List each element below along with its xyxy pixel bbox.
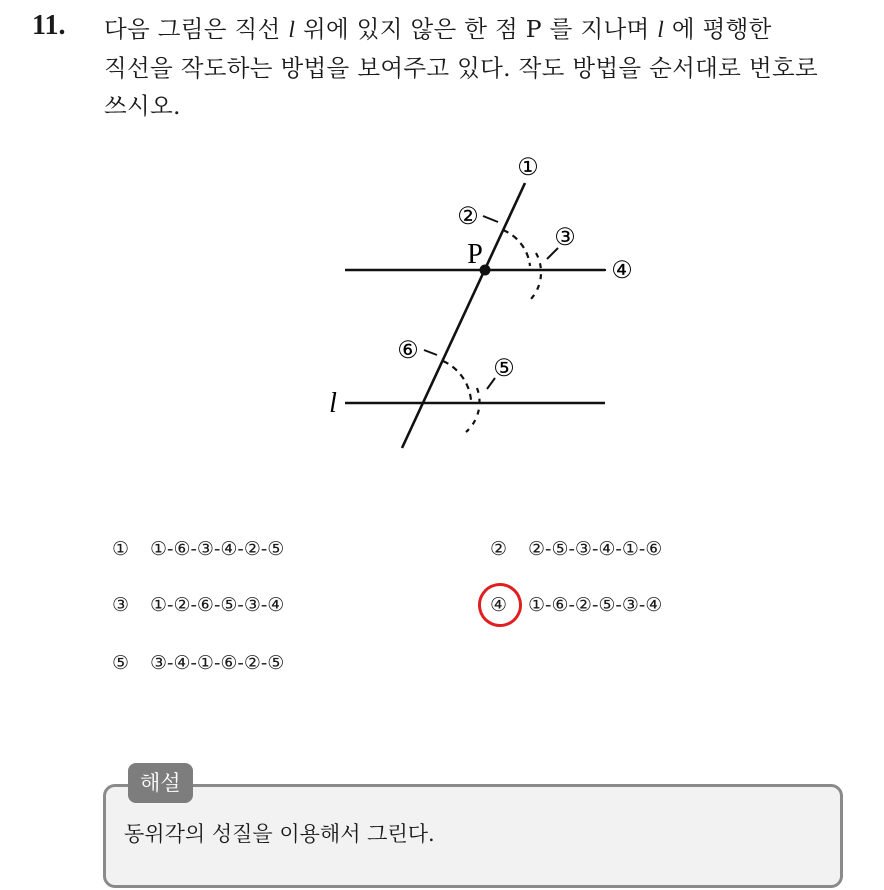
cross-arc-upper [530,253,541,300]
question-text-part: 에 평행한 [664,15,772,43]
question-text-part: 위에 있지 않은 한 점 P 를 지나며 [295,15,658,43]
explanation-tag: 해설 [128,763,193,803]
choice-number: ④ [490,594,508,616]
point-p-label: P [467,239,483,270]
choice-text: ②-⑤-③-④-①-⑥ [528,538,663,560]
choice-number: ③ [112,594,130,616]
question-text-part: 다음 그림은 직선 [104,15,289,43]
choice-1[interactable] [112,538,284,560]
choice-number: ① [112,538,130,560]
step-label-5: ⑤ [493,354,515,382]
leader-2 [483,216,498,222]
choice-3[interactable] [112,594,284,616]
choice-text: ①-⑥-②-⑤-③-④ [528,594,663,616]
line-l-label: l [329,388,337,419]
arc-at-l [443,361,471,400]
step-label-4: ④ [611,256,633,284]
choice-5[interactable] [112,652,284,674]
leader-6 [424,350,437,355]
question-number: 11. [32,10,66,41]
cross-arc-lower [466,388,480,432]
choice-number: ⑤ [112,652,130,674]
explanation-text: 동위각의 성질을 이용해서 그린다. [124,822,435,846]
choice-text: ①-②-⑥-⑤-③-④ [150,594,285,616]
question-line-2: 직선을 작도하는 방법을 보여주고 있다. 작도 방법을 순서대로 번호로 [104,54,818,82]
arc-at-p [503,230,530,266]
line-l-variable: l [288,17,296,43]
step-label-6: ⑥ [397,336,419,364]
line-l-variable: l [657,17,665,43]
choice-text: ③-④-①-⑥-②-⑤ [150,652,285,674]
choice-number: ② [490,538,508,560]
choice-2[interactable] [490,538,662,560]
answer-mark-circle [474,579,526,631]
question-line-3: 쓰시오. [104,92,181,120]
step-label-2: ② [457,202,479,230]
step-label-3: ③ [554,223,576,251]
step-label-1: ① [517,153,539,181]
choice-text: ①-⑥-③-④-②-⑤ [150,538,285,560]
